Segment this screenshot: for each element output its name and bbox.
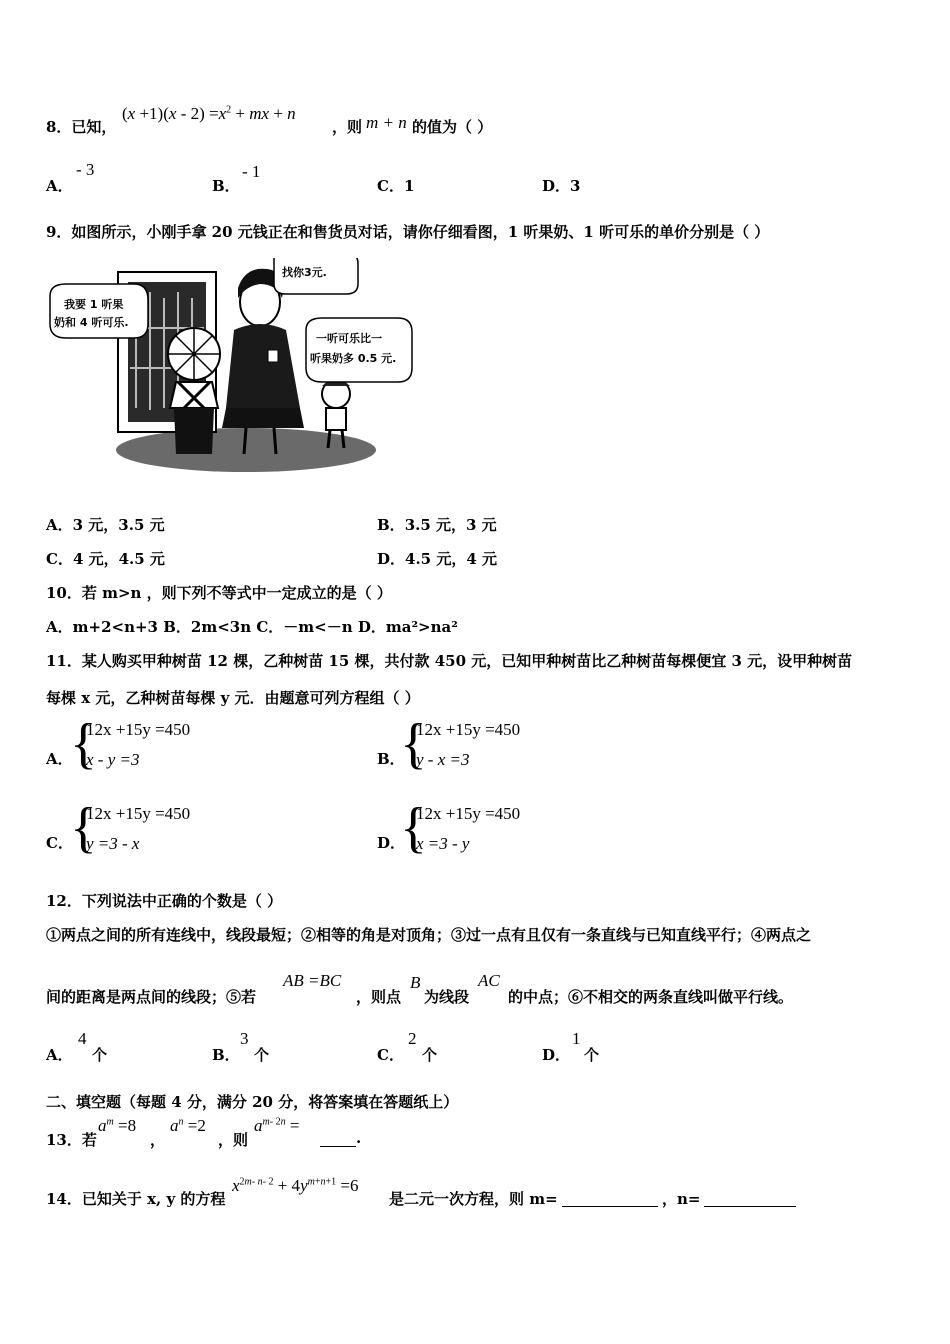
- q9-option-a: A．3 元，3.5 元: [46, 516, 165, 534]
- q13-mid: ，则: [218, 1131, 249, 1149]
- q12-option-a-label: A．: [46, 1046, 73, 1064]
- q12-option-b-num: 3: [240, 1029, 249, 1048]
- q12-point: B: [410, 973, 421, 992]
- q11-option-a-eq1: 12x +15y =450: [86, 720, 191, 739]
- q8-expr: m + n: [366, 113, 407, 132]
- q9-option-c: C．4 元，4.5 元: [46, 550, 165, 568]
- q11-stem-line1: 11．某人购买甲种树苗 12 棵，乙种树苗 15 棵，共付款 450 元，已知甲种树苗比乙种树苗每棵便宜 3 元，设甲种树苗: [46, 652, 853, 670]
- q8-option-a-label: A．: [46, 177, 73, 195]
- bubble-left-line1: 我要 1 听果: [64, 298, 124, 311]
- q11-option-a-eq2: x - y =3: [86, 750, 140, 769]
- q12-option-c-unit: 个: [422, 1046, 438, 1064]
- q12-option-d-unit: 个: [584, 1046, 600, 1064]
- q8-option-b-label: B．: [212, 177, 240, 195]
- boy-shirt: [170, 382, 218, 408]
- q12-option-d-num: 1: [572, 1029, 581, 1048]
- q12-line1: ①两点之间的所有连线中，线段最短；②相等的角是对顶角；③过一点有且仅有一条直线与已知直线平行；④两点之: [46, 926, 812, 944]
- q14-mid: 是二元一次方程，则 m=: [389, 1190, 558, 1208]
- q10-options: A．m+2<n+3 B．2m<3n C．－m<－n D．ma²>na²: [46, 618, 458, 636]
- q8-option-a-value: - 3: [76, 160, 95, 179]
- q12-line2-b: ，则点: [356, 988, 402, 1006]
- q12-option-c-num: 2: [408, 1029, 417, 1048]
- section-2-title: 二、填空题（每题 4 分，满分 20 分，将答案填在答题纸上）: [46, 1093, 459, 1111]
- q11-option-d-label: D．: [377, 834, 406, 852]
- bubble-right: [306, 318, 412, 382]
- q9-illustration: [46, 258, 416, 478]
- q12-option-a-num: 4: [78, 1029, 87, 1048]
- q13-e1: $a^m =8$: [98, 1116, 137, 1135]
- bubble-right-line2: 听果奶多 0.5 元.: [310, 352, 397, 365]
- boy-pants: [174, 408, 214, 454]
- name-badge: [268, 350, 278, 362]
- q14-m-blank[interactable]: [562, 1188, 658, 1207]
- q8-stem: 8．已知，: [46, 118, 117, 136]
- q12-segment: AC: [478, 971, 500, 990]
- q14-pre: 14．已知关于 x, y 的方程: [46, 1190, 226, 1208]
- q11-option-b-eq1: 12x +15y =450: [416, 720, 521, 739]
- small-boy-body: [326, 408, 346, 430]
- q11-option-c-label: C．: [46, 834, 73, 852]
- q11-stem-line2: 每棵 x 元，乙种树苗每棵 y 元．由题意可列方程组（ ）: [46, 689, 420, 707]
- bubble-top-text: 找你3元.: [282, 266, 327, 279]
- q11-option-b-label: B．: [377, 750, 405, 768]
- q11-option-d-brace: {: [400, 797, 427, 859]
- q12-eq: AB =BC: [283, 971, 342, 990]
- q12-stem: 12．下列说法中正确的个数是（ ）: [46, 892, 283, 910]
- q12-option-b-label: B．: [212, 1046, 240, 1064]
- q11-option-c-brace: {: [70, 797, 97, 859]
- q14-n-blank[interactable]: [704, 1188, 796, 1207]
- q8-option-b-value: - 1: [242, 162, 261, 181]
- q13-e2: $a^n =2$: [170, 1116, 206, 1135]
- q12-line2-c: 为线段: [424, 988, 470, 1006]
- q12-option-a-unit: 个: [92, 1046, 108, 1064]
- q8-formula: $(x +1)(x - 2) =x^2$ + mx + n: [122, 104, 296, 123]
- bubble-left: [50, 284, 148, 338]
- bubble-left-line2: 奶和 4 听可乐.: [54, 316, 129, 329]
- q8-option-c: C．1: [377, 177, 415, 195]
- q8-stem-c: 的值为（ ）: [412, 118, 493, 136]
- q8-option-d: D．3: [542, 177, 581, 195]
- q11-option-c-eq2: y =3 - x: [86, 834, 140, 853]
- q11-option-d-eq2: x =3 - y: [416, 834, 470, 853]
- q14-eq: $x^{2m- n- 2} + 4y^{m+n+1} =6$: [232, 1176, 359, 1195]
- q11-option-c-eq1: 12x +15y =450: [86, 804, 191, 823]
- q12-line2-d: 的中点；⑥不相交的两条直线叫做平行线。: [508, 988, 794, 1006]
- q13-answer-blank[interactable]: .: [320, 1129, 361, 1147]
- q11-option-b-eq2: y - x =3: [416, 750, 470, 769]
- q11-option-d-eq1: 12x +15y =450: [416, 804, 521, 823]
- q12-option-c-label: C．: [377, 1046, 404, 1064]
- q11-option-a-label: A．: [46, 750, 73, 768]
- q11-option-b-brace: {: [400, 713, 427, 775]
- q12-line2-a: 间的距离是两点间的线段；⑤若: [46, 988, 257, 1006]
- q10-stem: 10．若 m>n ，则下列不等式中一定成立的是（ ）: [46, 584, 392, 602]
- q12-option-b-unit: 个: [254, 1046, 270, 1064]
- q14-sep: ，n=: [662, 1190, 701, 1208]
- q12-option-d-label: D．: [542, 1046, 571, 1064]
- q11-option-a-brace: {: [70, 713, 97, 775]
- q13-sep: ，: [150, 1131, 166, 1149]
- q9-option-d: D．4.5 元，4 元: [377, 550, 497, 568]
- q13-e3: $a^{m- 2n}$ =: [254, 1116, 300, 1135]
- woman-dress: [226, 324, 300, 408]
- q13-pre: 13．若: [46, 1131, 97, 1149]
- q8-stem-b: ，则: [332, 118, 363, 136]
- q9-option-b: B．3.5 元，3 元: [377, 516, 497, 534]
- q9-stem: 9．如图所示，小刚手拿 20 元钱正在和售货员对话，请你仔细看图，1 听果奶、1 听可乐的单价分别是（ ）: [46, 223, 770, 241]
- bubble-right-line1: 一听可乐比一: [316, 332, 382, 345]
